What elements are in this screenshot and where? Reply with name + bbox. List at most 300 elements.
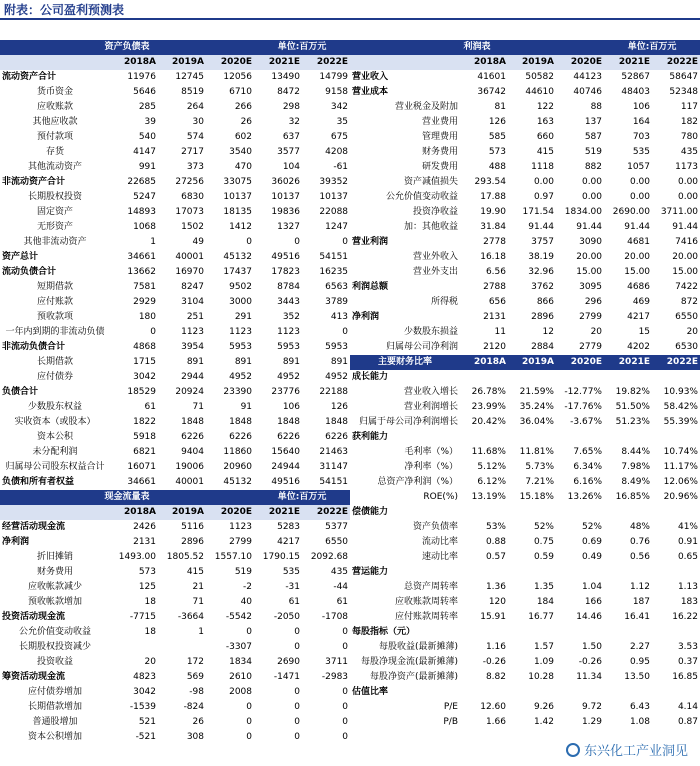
- cell-value: 0.00: [677, 177, 699, 187]
- cell-value: 33075: [223, 177, 253, 187]
- cell-value: 352: [282, 312, 301, 322]
- row-label: 总资产净利润（%）: [377, 477, 458, 487]
- row-label: 其他流动资产: [27, 162, 82, 172]
- cell-value: 61: [144, 402, 156, 412]
- cell-value: 9404: [181, 447, 204, 457]
- cell-value: [158, 640, 206, 655]
- cell-value: 12.60: [480, 702, 506, 712]
- financial-ratio-table: [350, 355, 700, 730]
- wechat-icon: [566, 743, 580, 757]
- table-row: [0, 670, 350, 685]
- cell-value: [604, 505, 652, 520]
- cell-value: 51.23%: [615, 417, 650, 427]
- cell-value: [508, 370, 556, 385]
- cell-value: 41%: [677, 522, 698, 532]
- table-row: [350, 340, 700, 355]
- row-label: 非流动负债合计: [2, 342, 66, 352]
- cell-value: 91.44: [576, 222, 603, 232]
- cell-value: 0: [342, 327, 349, 337]
- cell-value: [556, 565, 604, 580]
- row-label: 短期借款: [36, 282, 73, 292]
- row-label: 每股净资产(最新摊薄): [369, 672, 458, 682]
- cell-value: 2690: [277, 657, 301, 667]
- cell-value: 106: [282, 402, 301, 412]
- table-row: [350, 100, 700, 115]
- cell-value: 991: [138, 162, 156, 172]
- cell-value: 52%: [533, 522, 554, 532]
- cell-value: 11.81%: [519, 447, 554, 457]
- cell-value: 12: [542, 327, 554, 337]
- cell-value: 184: [536, 597, 554, 607]
- cell-value: 2944: [181, 372, 204, 382]
- is-year-2022E: 2022E: [652, 55, 700, 70]
- cell-value: 2008: [229, 687, 253, 697]
- ratio-year-2018A: 2018A: [460, 355, 508, 370]
- cell-value: 6.12%: [477, 477, 506, 487]
- cell-value: 22088: [319, 207, 349, 217]
- table-row: [350, 280, 700, 295]
- cell-value: -2050: [273, 612, 301, 622]
- row-label: 营业利润增长: [403, 402, 458, 412]
- row-label: 长期股权投资: [27, 192, 82, 202]
- cell-value: 8.82: [485, 672, 506, 682]
- cell-value: 20.00: [576, 252, 603, 262]
- cell-value: 585: [488, 132, 506, 142]
- cell-value: 22685: [127, 177, 156, 187]
- table-row: [0, 550, 350, 565]
- cell-value: 171.54: [522, 207, 554, 217]
- cell-value: 38.19: [528, 252, 554, 262]
- cell-value: 45132: [223, 252, 253, 262]
- cell-value: 3095: [579, 282, 603, 292]
- cell-value: 16071: [127, 462, 156, 472]
- cell-value: 41601: [477, 72, 506, 82]
- cell-value: 11860: [223, 447, 253, 457]
- cell-value: 20.96%: [663, 492, 698, 502]
- cell-value: 51.50%: [615, 402, 650, 412]
- cell-value: 3.53: [677, 642, 698, 652]
- cell-value: 7416: [675, 237, 699, 247]
- cell-value: 182: [680, 117, 699, 127]
- cell-value: 91.44: [624, 222, 651, 232]
- row-label: 经营活动现金流: [2, 522, 66, 532]
- cell-value: 34661: [127, 252, 156, 262]
- cell-value: 1822: [133, 417, 156, 427]
- row-label: 预收款项: [36, 312, 73, 322]
- cell-value: 16235: [319, 267, 349, 277]
- cell-value: 1: [150, 237, 156, 247]
- cell-value: 21.59%: [519, 387, 554, 397]
- cell-value: 3789: [325, 297, 349, 307]
- cell-value: 7.21%: [525, 477, 554, 487]
- cell-value: -0.26: [482, 657, 506, 667]
- row-label: 营业收入: [352, 72, 389, 82]
- cell-value: 48%: [629, 522, 650, 532]
- table-row: [0, 145, 350, 160]
- cell-value: 4952: [229, 372, 253, 382]
- ratio-year-2019A: 2019A: [508, 355, 556, 370]
- table-row: [0, 565, 350, 580]
- cell-value: 10.74%: [663, 447, 698, 457]
- cell-value: 251: [186, 312, 204, 322]
- cell-value: 13.50: [624, 672, 650, 682]
- cell-value: 2788: [483, 282, 506, 292]
- is-year-2020E: 2020E: [556, 55, 604, 70]
- cell-value: 17437: [223, 267, 253, 277]
- table-row: [0, 250, 350, 265]
- table-row: [350, 445, 700, 460]
- table-row: [350, 310, 700, 325]
- cell-value: 1.66: [485, 717, 506, 727]
- table-row: [350, 475, 700, 490]
- row-label: 负债合计: [2, 387, 39, 397]
- cell-value: 31147: [319, 462, 349, 472]
- cell-value: 44610: [525, 87, 554, 97]
- cell-value: -31: [285, 582, 301, 592]
- cell-value: 0: [294, 642, 301, 652]
- cell-value: 20.00: [624, 252, 651, 262]
- is-year-2019A: 2019A: [508, 55, 556, 70]
- cell-value: 21463: [319, 447, 349, 457]
- cell-value: 17823: [271, 267, 301, 277]
- cell-value: 3762: [531, 282, 554, 292]
- cell-value: 8.44%: [621, 447, 650, 457]
- row-label: 流动负债合计: [2, 267, 57, 277]
- bs-header-row: [0, 40, 350, 55]
- cell-value: 3954: [181, 342, 204, 352]
- cell-value: 291: [234, 312, 253, 322]
- table-row: [350, 175, 700, 190]
- row-label: 资本公积增加: [27, 732, 82, 742]
- cell-value: 0: [342, 627, 349, 637]
- cell-value: 866: [536, 297, 554, 307]
- cell-value: 574: [186, 132, 204, 142]
- cell-value: [604, 430, 652, 445]
- cell-value: [652, 625, 700, 640]
- cell-value: 1805.52: [166, 552, 204, 562]
- cell-value: -3307: [225, 642, 253, 652]
- cell-value: 1057: [627, 162, 651, 172]
- cell-value: 1123: [229, 327, 253, 337]
- table-row: [350, 580, 700, 595]
- row-label: 投资净收益: [412, 207, 458, 217]
- cf-title: 现金流量表: [0, 490, 254, 505]
- cell-value: 1: [198, 627, 204, 637]
- cell-value: 26: [192, 717, 204, 727]
- row-label: 投资活动现金流: [2, 612, 66, 622]
- cf-header-row: [0, 490, 350, 505]
- cell-value: 15.18%: [519, 492, 554, 502]
- cell-value: 13490: [271, 72, 301, 82]
- cell-value: 17.88: [480, 192, 506, 202]
- cell-value: 469: [632, 297, 651, 307]
- row-label: 利润总额: [352, 282, 389, 292]
- cell-value: 0.95: [629, 657, 650, 667]
- cell-value: [652, 685, 700, 700]
- table-row: [0, 325, 350, 340]
- income-statement-table: [350, 40, 700, 355]
- cell-value: 0.49: [581, 552, 602, 562]
- row-label: 加：其他收益: [403, 222, 458, 232]
- table-row: [0, 535, 350, 550]
- cell-value: 2131: [133, 537, 156, 547]
- cell-value: 6.56: [485, 267, 506, 277]
- is-header-row: [350, 40, 700, 55]
- cell-value: 2929: [133, 297, 156, 307]
- cell-value: 1.09: [533, 657, 554, 667]
- cell-value: 4147: [133, 147, 156, 157]
- bs-year-blank: [0, 55, 110, 70]
- cell-value: 49516: [271, 477, 301, 487]
- cell-value: 3104: [181, 297, 204, 307]
- row-label: 归属母公司净利润: [385, 342, 458, 352]
- table-row: [350, 715, 700, 730]
- cell-value: 1557.10: [214, 552, 253, 562]
- cf-year-2021E: 2021E: [254, 505, 302, 520]
- cell-value: 14799: [319, 72, 349, 82]
- cell-value: 10137: [271, 192, 301, 202]
- table-row: [350, 490, 700, 505]
- is-title: 利润表: [350, 40, 604, 55]
- cell-value: 0.59: [533, 552, 554, 562]
- row-label: 流动比率: [421, 537, 458, 547]
- cell-value: 20.00: [672, 252, 699, 262]
- cell-value: [508, 430, 556, 445]
- row-label: 应收账款周转率: [394, 597, 458, 607]
- cell-value: 10.28: [528, 672, 554, 682]
- table-row: [0, 580, 350, 595]
- cell-value: 519: [234, 567, 253, 577]
- is-year-2018A: 2018A: [460, 55, 508, 70]
- table-row: [350, 160, 700, 175]
- cell-value: 0.75: [533, 537, 554, 547]
- cell-value: -521: [135, 732, 156, 742]
- row-label: 每股净现金流(最新摊薄): [360, 657, 458, 667]
- cell-value: 40746: [573, 87, 603, 97]
- cell-value: 91.44: [528, 222, 554, 232]
- row-label: 长期借款: [36, 357, 73, 367]
- cell-value: 0: [294, 732, 301, 742]
- cell-value: 0.87: [677, 717, 698, 727]
- table-row: [0, 445, 350, 460]
- table-row: [0, 640, 350, 655]
- row-label: 每股指标（元）: [352, 627, 416, 637]
- row-label: 总资产周转率: [403, 582, 458, 592]
- cell-value: [652, 505, 700, 520]
- row-label: 应付账款周转率: [394, 612, 458, 622]
- row-label: 固定资产: [36, 207, 73, 217]
- table-row: [350, 295, 700, 310]
- cell-value: 1068: [133, 222, 156, 232]
- cell-value: 32.96: [528, 267, 554, 277]
- cell-value: 0.00: [581, 177, 603, 187]
- cell-value: 32: [288, 117, 301, 127]
- cell-value: 3711: [325, 657, 349, 667]
- cell-value: 4202: [627, 342, 651, 352]
- table-row: [350, 385, 700, 400]
- cell-value: 0.57: [485, 552, 506, 562]
- cell-value: 0: [150, 327, 156, 337]
- cell-value: 1327: [277, 222, 301, 232]
- cell-value: 53%: [485, 522, 506, 532]
- cell-value: 11.17%: [663, 462, 698, 472]
- row-label: 毛利率（%）: [404, 447, 458, 457]
- cell-value: 2610: [229, 672, 253, 682]
- cell-value: 0.00: [677, 192, 699, 202]
- ratio-year-2022E: 2022E: [652, 355, 700, 370]
- cell-value: 31.84: [480, 222, 506, 232]
- table-row: [350, 610, 700, 625]
- cell-value: 30: [192, 117, 204, 127]
- cell-value: 602: [234, 132, 253, 142]
- row-label: 归属于母公司净利润增长: [358, 417, 458, 427]
- cell-value: 373: [186, 162, 204, 172]
- table-row: [0, 355, 350, 370]
- cell-value: [652, 370, 700, 385]
- cell-value: 9158: [325, 87, 349, 97]
- cf-year-2022E: 2022E: [302, 505, 350, 520]
- cell-value: 18: [144, 627, 156, 637]
- cell-value: 0.65: [677, 552, 698, 562]
- cell-value: 23390: [223, 387, 253, 397]
- cell-value: 18135: [223, 207, 253, 217]
- cell-value: 891: [282, 357, 301, 367]
- is-year-row: [350, 55, 700, 70]
- row-label: 少数股东损益: [403, 327, 458, 337]
- cell-value: 0: [342, 702, 349, 712]
- cell-value: 40001: [175, 252, 204, 262]
- cell-value: 573: [138, 567, 156, 577]
- cell-value: 0: [294, 237, 301, 247]
- cell-value: 20.42%: [471, 417, 506, 427]
- bs-year-2021E: 2021E: [254, 55, 302, 70]
- left-column: [0, 40, 350, 745]
- cell-value: 36742: [477, 87, 506, 97]
- is-unit: 单位:百万元: [604, 40, 700, 55]
- cell-value: 12.06%: [663, 477, 698, 487]
- ratio-title: 主要财务比率: [350, 355, 460, 370]
- cell-value: 20924: [175, 387, 204, 397]
- cell-value: [508, 625, 556, 640]
- cell-value: -2983: [321, 672, 349, 682]
- cell-value: -17.76%: [564, 402, 602, 412]
- cell-value: 0: [246, 717, 253, 727]
- cell-value: 6550: [675, 312, 699, 322]
- watermark-text: 东兴化工产业洞见: [583, 744, 688, 759]
- cell-value: 23776: [271, 387, 301, 397]
- cell-value: 21: [192, 582, 204, 592]
- cell-value: 71: [192, 597, 204, 607]
- cell-value: 18529: [127, 387, 156, 397]
- table-row: [0, 730, 350, 745]
- table-row: [0, 70, 350, 85]
- cell-value: [110, 640, 158, 655]
- cell-value: 891: [186, 357, 204, 367]
- cell-value: -824: [183, 702, 204, 712]
- cell-value: 3711.00: [660, 207, 699, 217]
- cell-value: 342: [330, 102, 349, 112]
- cell-value: 6.34%: [573, 462, 602, 472]
- row-label: 净利润: [2, 537, 30, 547]
- row-label: 存货: [45, 147, 64, 157]
- row-label: 筹资活动现金流: [2, 672, 66, 682]
- cell-value: 298: [282, 102, 301, 112]
- cell-value: 1834: [229, 657, 253, 667]
- cell-value: 137: [584, 117, 603, 127]
- cell-value: 780: [680, 132, 699, 142]
- cell-value: 5953: [229, 342, 253, 352]
- cell-value: 24944: [271, 462, 301, 472]
- cf-year-blank: [0, 505, 110, 520]
- row-label: 预付款项: [36, 132, 73, 142]
- cell-value: 20960: [223, 462, 253, 472]
- cell-value: -0.26: [578, 657, 602, 667]
- cell-value: 8784: [277, 282, 301, 292]
- cell-value: 1.50: [581, 642, 602, 652]
- row-label: 其他应收款: [32, 117, 78, 127]
- cell-value: 3000: [229, 297, 253, 307]
- row-label: 营业税金及附加: [394, 102, 458, 112]
- cell-value: 2779: [579, 342, 603, 352]
- cell-value: [652, 565, 700, 580]
- cash-flow-table: [0, 490, 350, 745]
- cell-value: 9502: [229, 282, 253, 292]
- table-row: [0, 85, 350, 100]
- row-label: 财务费用: [421, 147, 458, 157]
- cell-value: 1502: [181, 222, 204, 232]
- row-label: ROE(%): [423, 492, 458, 502]
- cell-value: 2.27: [629, 642, 650, 652]
- cell-value: 34661: [127, 477, 156, 487]
- cell-value: 488: [488, 162, 506, 172]
- table-row: [0, 385, 350, 400]
- cell-value: -44: [333, 582, 349, 592]
- cell-value: 10137: [223, 192, 253, 202]
- row-label: 公允价值变动收益: [18, 627, 91, 637]
- cell-value: 14.46: [576, 612, 602, 622]
- cell-value: 656: [488, 297, 506, 307]
- cell-value: 13.26%: [567, 492, 602, 502]
- cell-value: -3.67%: [570, 417, 602, 427]
- cell-value: 2896: [531, 312, 554, 322]
- is-year-blank: [350, 55, 460, 70]
- row-label: 一年内到期的非流动负债: [5, 327, 105, 337]
- cell-value: 264: [186, 102, 204, 112]
- cell-value: 5247: [133, 192, 156, 202]
- row-label: 归属母公司股东权益合计: [5, 462, 105, 472]
- cell-value: 3042: [133, 372, 156, 382]
- table-row: [0, 220, 350, 235]
- cell-value: 166: [584, 597, 602, 607]
- table-row: [0, 520, 350, 535]
- cell-value: 4208: [325, 147, 349, 157]
- cell-value: 0.76: [629, 537, 650, 547]
- cell-value: 1.08: [629, 717, 650, 727]
- cell-value: 61: [288, 597, 301, 607]
- cell-value: 0: [342, 732, 349, 742]
- cell-value: 172: [186, 657, 204, 667]
- cell-value: 2799: [229, 537, 253, 547]
- cell-value: 55.39%: [663, 417, 698, 427]
- cell-value: 1848: [181, 417, 204, 427]
- cell-value: 285: [138, 102, 156, 112]
- table-row: [0, 295, 350, 310]
- cell-value: 1848: [325, 417, 349, 427]
- cell-value: [508, 565, 556, 580]
- cell-value: 11: [494, 327, 506, 337]
- cell-value: 6550: [325, 537, 349, 547]
- cell-value: 15: [638, 327, 651, 337]
